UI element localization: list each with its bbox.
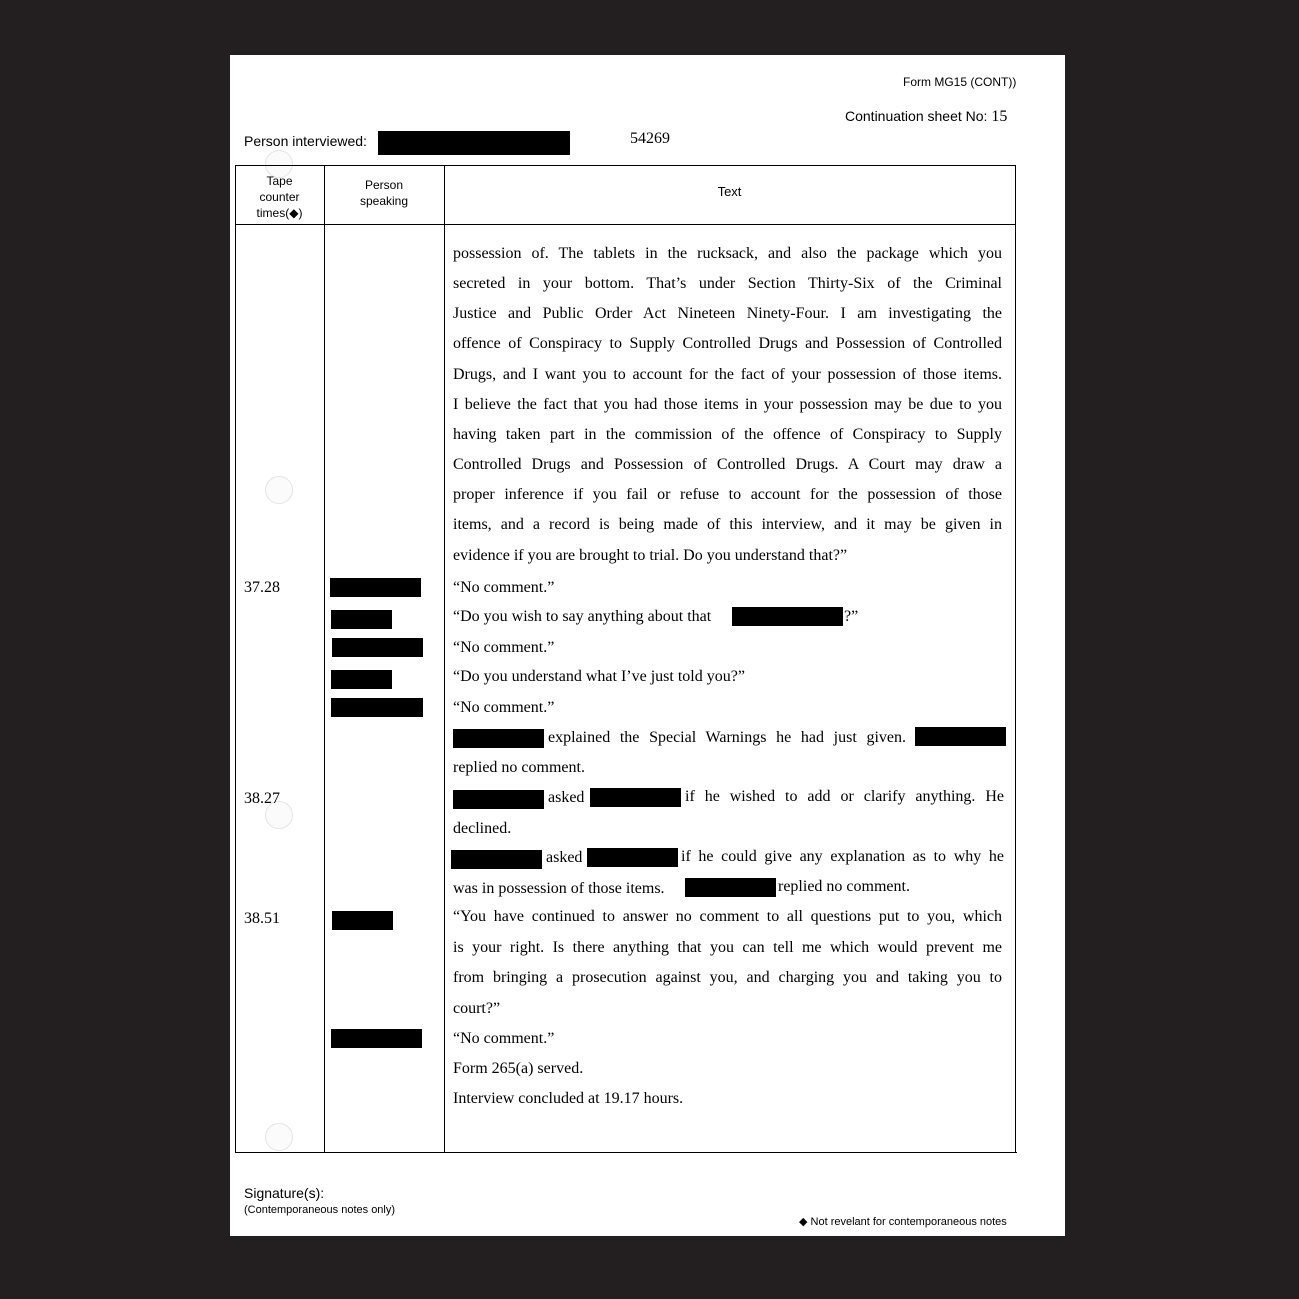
transcript-line: “No comment.” xyxy=(453,1030,555,1047)
timestamp: 38.51 xyxy=(244,910,280,927)
document-page xyxy=(230,55,1065,1236)
table-right-border xyxy=(1015,165,1016,1153)
redacted-text xyxy=(587,848,678,867)
table-top-border xyxy=(235,165,1015,166)
tape-header-line: times(◆) xyxy=(256,206,303,220)
transcript-line: Interview concluded at 19.17 hours. xyxy=(453,1090,684,1107)
punch-hole xyxy=(265,476,293,504)
table-col-divider-1 xyxy=(324,165,325,1153)
transcript-line: “You have continued to answer no comment to all questions put to you, which xyxy=(453,908,1002,925)
redacted-text xyxy=(732,607,843,626)
transcript-line: “Do you wish to say anything about that xyxy=(453,608,712,625)
redacted-speaker xyxy=(332,911,393,930)
transcript-line: possession of. The tablets in the rucksack, and also the package which you xyxy=(453,245,1002,262)
tape-header-line: counter xyxy=(259,190,300,204)
signature-note: (Contemporaneous notes only) xyxy=(244,1204,396,1216)
transcript-line: “Do you understand what I’ve just told you?” xyxy=(453,668,745,685)
redacted-speaker xyxy=(331,698,423,717)
transcript-line: court?” xyxy=(453,1000,501,1017)
transcript-line: “No comment.” xyxy=(453,699,555,716)
redacted-speaker xyxy=(330,578,421,597)
signature-label: Signature(s): xyxy=(244,1185,325,1201)
continuation-number: 15 xyxy=(991,108,1008,125)
redacted-text xyxy=(685,878,776,897)
redacted-text xyxy=(915,727,1006,746)
table-bottom-border xyxy=(235,1152,1017,1153)
speaker-header-line: speaking xyxy=(359,194,409,208)
redacted-speaker xyxy=(331,610,392,629)
redacted-speaker xyxy=(331,670,392,689)
redacted-person-name xyxy=(378,131,570,155)
redacted-text xyxy=(590,788,681,807)
redacted-text xyxy=(451,850,542,869)
transcript-line: offence of Conspiracy to Supply Controlled Drugs and Possession of Controlled xyxy=(453,335,1002,352)
transcript-line: Controlled Drugs and Possession of Controlled Drugs. A Court may draw a xyxy=(453,456,1002,473)
table-header-divider xyxy=(235,224,1016,225)
text-header: Text xyxy=(717,184,742,199)
timestamp: 38.27 xyxy=(244,790,280,807)
transcript-line: declined. xyxy=(453,820,512,837)
transcript-line: explained the Special Warnings he had just given. xyxy=(548,729,906,746)
redacted-text xyxy=(453,790,544,809)
transcript-line: “No comment.” xyxy=(453,579,555,596)
person-interviewed-label: Person interviewed: xyxy=(244,133,367,149)
transcript-line: Drugs, and I want you to account for the fact of your possession of those items. xyxy=(453,366,1002,383)
tape-counter-header xyxy=(235,173,324,221)
transcript-line: secreted in your bottom. That’s under Section Thirty-Six of the Criminal xyxy=(453,275,1002,292)
timestamp: 37.28 xyxy=(244,579,280,596)
punch-hole xyxy=(265,1123,293,1151)
speaker-header-line: Person xyxy=(364,178,404,192)
transcript-line: evidence if you are brought to trial. Do you understand that?” xyxy=(453,547,848,564)
transcript-line: Justice and Public Order Act Nineteen Ninety-Four. I am investigating the xyxy=(453,305,1002,322)
transcript-line: asked xyxy=(546,849,583,866)
transcript-line: I believe the fact that you had those items in your possession may be due to you xyxy=(453,396,1002,413)
table-left-border xyxy=(235,165,236,1153)
redacted-speaker xyxy=(331,1029,422,1048)
transcript-line: ?” xyxy=(844,608,859,625)
redacted-speaker xyxy=(332,638,423,657)
transcript-line: Form 265(a) served. xyxy=(453,1060,584,1077)
tape-header-line: Tape xyxy=(266,174,293,188)
transcript-line: is your right. Is there anything that you can tell me which would prevent me xyxy=(453,939,1002,956)
transcript-line: proper inference if you fail or refuse to account for the possession of those xyxy=(453,486,1002,503)
legend-note: ◆ Not revelant for contemporaneous notes xyxy=(799,1216,1007,1228)
transcript-line: if he could give any explanation as to why he xyxy=(681,848,1004,865)
continuation-label: Continuation sheet No: xyxy=(845,108,988,124)
form-id: Form MG15 (CONT)) xyxy=(903,75,1017,89)
reference-number: 54269 xyxy=(630,130,670,147)
transcript-line: items, and a record is being made of this interview, and it may be given in xyxy=(453,516,1002,533)
transcript-line: having taken part in the commission of the offence of Conspiracy to Supply xyxy=(453,426,1002,443)
transcript-line: replied no comment. xyxy=(453,759,585,776)
redacted-text xyxy=(453,729,544,748)
transcript-line: from bringing a prosecution against you, and charging you and taking you to xyxy=(453,969,1002,986)
transcript-line: replied no comment. xyxy=(778,878,910,895)
transcript-line: “No comment.” xyxy=(453,639,555,656)
transcript-line: if he wished to add or clarify anything. He xyxy=(685,788,1004,805)
table-col-divider-2 xyxy=(444,165,445,1153)
continuation-sheet xyxy=(845,108,1007,126)
transcript-line: was in possession of those items. xyxy=(453,880,665,897)
transcript-line: asked xyxy=(548,789,585,806)
person-speaking-header xyxy=(324,177,444,209)
